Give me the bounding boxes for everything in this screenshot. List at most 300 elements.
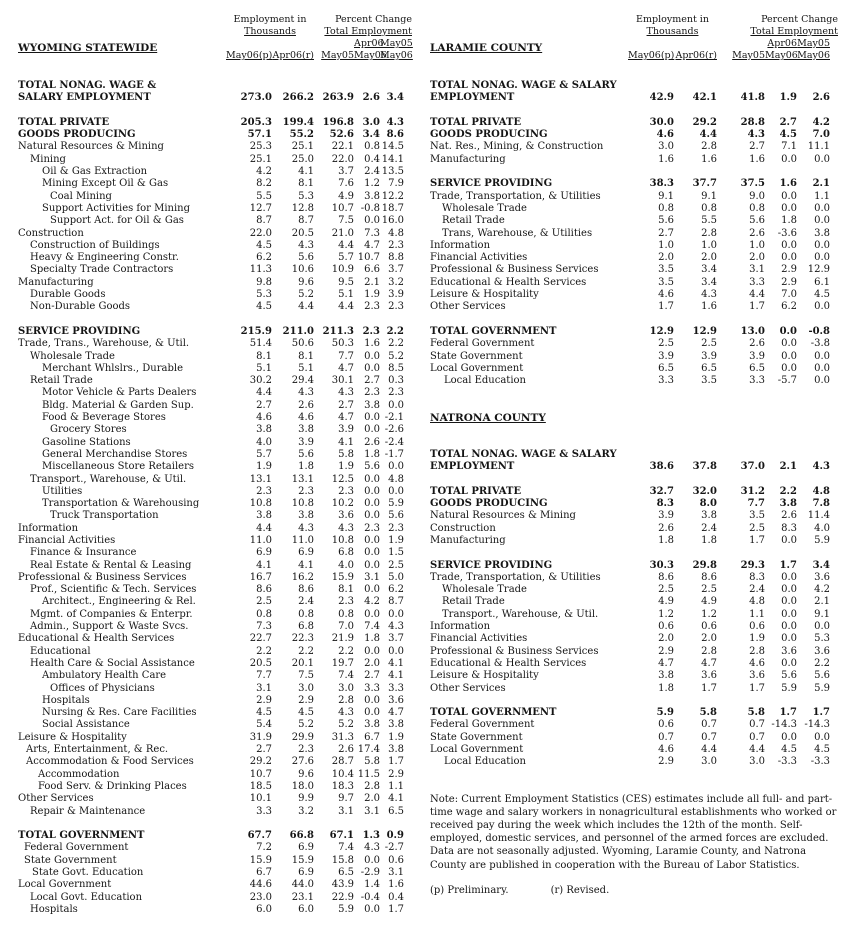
value-cell: 0.0 — [364, 694, 380, 706]
employment-in-label: Employment in — [636, 14, 709, 25]
row-label: Trade, Trans., Warehouse, & Util. — [18, 338, 190, 350]
footnotes — [430, 885, 830, 896]
value-cell: 38.3 — [649, 178, 674, 190]
value-cell: 3.9 — [658, 510, 674, 522]
table-row — [18, 719, 404, 731]
value-cell: 2.6 — [362, 92, 380, 104]
value-cell: 3.8 — [256, 424, 272, 436]
value-cell: 8.1 — [298, 178, 314, 190]
value-cell: 3.4 — [812, 559, 830, 571]
value-cell: 3.6 — [781, 645, 797, 657]
value-cell: -1.7 — [384, 448, 404, 460]
value-cell: 2.7 — [364, 375, 380, 387]
value-cell: 18.7 — [381, 202, 404, 214]
value-cell: 42.1 — [692, 92, 717, 104]
value-cell: 4.8 — [749, 596, 765, 608]
value-cell: 0.0 — [388, 461, 404, 473]
value-cell: 37.0 — [740, 461, 765, 473]
value-cell: 3.8 — [364, 190, 380, 202]
value-cell: 7.2 — [256, 842, 272, 854]
value-cell: 37.8 — [692, 461, 717, 473]
value-cell: 67.1 — [329, 830, 354, 842]
value-cell: 2.9 — [298, 694, 314, 706]
table-row — [430, 707, 830, 719]
value-cell: 0.7 — [701, 719, 717, 731]
value-cell: 0.7 — [658, 731, 674, 743]
value-cell: 0.0 — [364, 584, 380, 596]
value-cell: 1.1 — [814, 190, 830, 202]
table-row — [18, 424, 404, 436]
table-row — [18, 806, 404, 818]
row-label: Hospitals — [42, 694, 90, 706]
value-cell: 1.6 — [701, 153, 717, 165]
value-cell: 2.9 — [658, 645, 674, 657]
value-cell: 31.2 — [740, 485, 765, 497]
row-label: TOTAL PRIVATE — [18, 116, 110, 128]
value-cell: 0.0 — [781, 584, 797, 596]
value-cell: 1.8 — [658, 534, 674, 546]
table-row — [430, 609, 830, 621]
value-cell: -0.8 — [360, 202, 380, 214]
value-cell: 0.6 — [658, 719, 674, 731]
value-cell: 3.4 — [701, 264, 717, 276]
value-cell: 4.7 — [338, 412, 354, 424]
value-cell: 5.4 — [256, 719, 272, 731]
value-cell: 20.1 — [291, 657, 314, 669]
table-row — [430, 92, 830, 104]
value-cell: 0.8 — [298, 608, 314, 620]
value-cell: 2.5 — [701, 338, 717, 350]
value-cell: 5.6 — [658, 215, 674, 227]
value-cell: 1.6 — [701, 301, 717, 313]
row-label: Miscellaneous Store Retailers — [42, 461, 194, 473]
value-cell: 50.3 — [331, 338, 354, 350]
value-cell: 2.0 — [701, 633, 717, 645]
value-cell: 211.0 — [282, 325, 314, 337]
value-cell: 4.1 — [388, 670, 404, 682]
table-row — [18, 904, 404, 916]
row-label: Mining — [30, 153, 66, 165]
spacer-row — [18, 314, 404, 326]
value-cell: 15.8 — [331, 854, 354, 866]
value-cell: 2.5 — [256, 596, 272, 608]
value-cell: 3.8 — [364, 399, 380, 411]
value-cell: 13.1 — [249, 473, 272, 485]
value-cell: 2.6 — [749, 338, 765, 350]
row-label: EMPLOYMENT — [430, 92, 515, 104]
value-cell: 3.1 — [338, 805, 354, 817]
value-cell: 1.9 — [388, 534, 404, 546]
value-cell: 2.8 — [701, 141, 717, 153]
value-cell: 2.0 — [658, 252, 674, 264]
value-cell: 0.0 — [814, 350, 830, 362]
value-cell: 19.7 — [331, 657, 354, 669]
table-row — [18, 695, 404, 707]
value-cell: 0.0 — [814, 215, 830, 227]
value-cell: -3.8 — [810, 338, 830, 350]
section-title: NATRONA COUNTY — [430, 412, 546, 425]
value-cell: 21.0 — [331, 227, 354, 239]
row-label: Financial Activities — [430, 633, 528, 645]
row-label: State Government — [430, 350, 523, 362]
row-label: Truck Transportation — [50, 510, 159, 522]
row-label: GOODS PRODUCING — [430, 129, 548, 141]
column-header: May06 — [354, 50, 387, 61]
value-cell: 2.7 — [256, 744, 272, 756]
value-cell: 266.2 — [282, 92, 314, 104]
footnote-revised: (r) Revised. — [550, 884, 610, 896]
value-cell: 0.0 — [781, 657, 797, 669]
table-row — [18, 756, 404, 768]
ratio-apr06-label: Apr06 — [767, 38, 797, 49]
value-cell: 4.6 — [656, 129, 674, 141]
value-cell: 6.9 — [256, 547, 272, 559]
row-label: Specialty Trade Contractors — [30, 264, 174, 276]
row-label: Arts, Entertainment, & Rec. — [26, 744, 169, 756]
row-label: Transportation & Warehousing — [42, 498, 200, 510]
value-cell: 4.6 — [298, 412, 314, 424]
table-row — [430, 289, 830, 301]
table-row — [18, 203, 404, 215]
total-employment-label: Total Employment — [750, 26, 838, 37]
value-cell: 2.6 — [298, 399, 314, 411]
header-line-1 — [18, 14, 412, 26]
value-cell: 4.3 — [338, 707, 354, 719]
value-cell: 0.0 — [781, 633, 797, 645]
value-cell: 1.7 — [779, 559, 797, 571]
value-cell: 2.3 — [338, 485, 354, 497]
value-cell: 3.6 — [701, 670, 717, 682]
value-cell: 22.0 — [331, 153, 354, 165]
value-cell: 2.5 — [701, 584, 717, 596]
value-cell: 6.8 — [338, 547, 354, 559]
table-row — [18, 879, 404, 891]
header-line-2 — [430, 26, 838, 38]
value-cell: 4.1 — [338, 436, 354, 448]
value-cell: 5.8 — [364, 756, 380, 768]
value-cell: 25.0 — [291, 153, 314, 165]
row-label: Professional & Business Services — [18, 571, 187, 583]
value-cell: 1.9 — [388, 731, 404, 743]
panel-title: WYOMING STATEWIDE — [18, 42, 158, 54]
value-cell: 2.8 — [338, 694, 354, 706]
value-cell: 2.0 — [364, 793, 380, 805]
value-cell: 50.6 — [291, 338, 314, 350]
value-cell: 2.3 — [256, 485, 272, 497]
value-cell: 0.7 — [749, 731, 765, 743]
table-row — [430, 670, 830, 682]
value-cell: 2.3 — [364, 522, 380, 534]
table-row — [430, 510, 830, 522]
value-cell: 9.8 — [256, 276, 272, 288]
value-cell: 215.9 — [240, 325, 272, 337]
value-cell: 3.4 — [701, 276, 717, 288]
row-label: Construction — [18, 227, 84, 239]
header-line-2 — [18, 26, 412, 38]
value-cell: 3.0 — [658, 141, 674, 153]
value-cell: 28.8 — [740, 116, 765, 128]
value-cell: 6.2 — [388, 584, 404, 596]
value-cell: 1.5 — [388, 547, 404, 559]
row-label: Oil & Gas Extraction — [42, 166, 148, 178]
value-cell: 5.1 — [256, 362, 272, 374]
row-label: Non-Durable Goods — [30, 301, 131, 313]
row-label: Federal Government — [24, 842, 129, 854]
table-row — [430, 744, 830, 756]
value-cell: 4.0 — [256, 436, 272, 448]
row-label: Retail Trade — [442, 215, 505, 227]
value-cell: 263.9 — [322, 92, 354, 104]
value-cell: 0.0 — [364, 707, 380, 719]
table-row — [430, 80, 830, 92]
value-cell: 2.0 — [701, 252, 717, 264]
value-cell: 8.1 — [338, 584, 354, 596]
value-cell: 3.3 — [749, 375, 765, 387]
value-cell: 18.5 — [249, 780, 272, 792]
table-row — [430, 375, 830, 387]
value-cell: 8.7 — [298, 215, 314, 227]
table-row — [18, 596, 404, 608]
row-label: Accommodation & Food Services — [26, 756, 194, 768]
value-cell: 5.9 — [781, 682, 797, 694]
value-cell: 5.9 — [338, 903, 354, 915]
table-row — [430, 178, 830, 190]
table-row — [430, 351, 830, 363]
value-cell: 10.7 — [249, 768, 272, 780]
value-cell: 7.4 — [338, 670, 354, 682]
value-cell: 0.0 — [781, 350, 797, 362]
value-cell: 32.7 — [649, 485, 674, 497]
value-cell: -14.3 — [804, 719, 830, 731]
value-cell: 1.7 — [812, 707, 830, 719]
row-label: Wholesale Trade — [442, 202, 527, 214]
value-cell: 6.1 — [814, 276, 830, 288]
row-label: Hospitals — [30, 903, 78, 915]
value-cell: 5.3 — [814, 633, 830, 645]
value-cell: 11.0 — [291, 534, 314, 546]
value-cell: 8.6 — [701, 571, 717, 583]
table-row — [18, 387, 404, 399]
table-row — [18, 351, 404, 363]
value-cell: 10.6 — [291, 264, 314, 276]
table-row — [18, 129, 404, 141]
value-cell: 4.5 — [256, 301, 272, 313]
value-cell: 3.1 — [256, 682, 272, 694]
row-label: Federal Government — [430, 338, 535, 350]
value-cell: 6.9 — [298, 867, 314, 878]
value-cell: 7.9 — [388, 178, 404, 190]
value-cell: 0.0 — [781, 596, 797, 608]
value-cell: 3.5 — [749, 510, 765, 522]
spacer-row — [430, 474, 830, 486]
value-cell: 2.3 — [298, 485, 314, 497]
value-cell: 2.2 — [338, 645, 354, 657]
value-cell: 1.0 — [749, 239, 765, 251]
value-cell: 5.6 — [364, 461, 380, 473]
row-label: TOTAL NONAG. WAGE & SALARY — [430, 448, 617, 460]
column-header-block — [430, 14, 838, 80]
row-label: Nat. Res., Mining, & Construction — [430, 141, 604, 153]
value-cell: 5.6 — [749, 215, 765, 227]
value-cell: 2.3 — [362, 325, 380, 337]
value-cell: 0.0 — [814, 301, 830, 313]
value-cell: 2.7 — [256, 399, 272, 411]
value-cell: 3.3 — [256, 805, 272, 817]
value-cell: -3.3 — [777, 756, 797, 768]
value-cell: 1.4 — [364, 879, 380, 891]
value-cell: 5.6 — [814, 670, 830, 682]
row-label: Leisure & Hospitality — [18, 731, 127, 743]
value-cell: 1.6 — [388, 879, 404, 891]
value-cell: 8.2 — [256, 178, 272, 190]
table-row — [430, 572, 830, 584]
value-cell: 1.9 — [779, 92, 797, 104]
value-cell: 4.5 — [298, 707, 314, 719]
table-row — [430, 584, 830, 596]
value-cell: 10.4 — [331, 768, 354, 780]
spacer-row — [430, 400, 830, 412]
table-row — [430, 658, 830, 670]
table-row — [18, 449, 404, 461]
value-cell: 6.8 — [298, 621, 314, 633]
value-cell: 0.0 — [814, 362, 830, 374]
row-label: Financial Activities — [430, 252, 528, 264]
value-cell: 16.0 — [381, 215, 404, 227]
table-row — [430, 154, 830, 166]
value-cell: 3.9 — [388, 289, 404, 301]
employment-in-label: Employment in — [233, 14, 307, 25]
table-row — [18, 264, 404, 276]
table-row — [18, 744, 404, 756]
value-cell: 5.8 — [747, 707, 765, 719]
value-cell: 3.8 — [298, 510, 314, 522]
column-header: Apr06(r) — [272, 50, 314, 61]
value-cell: 3.0 — [749, 756, 765, 768]
table-row — [18, 535, 404, 547]
value-cell: 11.1 — [807, 141, 830, 153]
table-row — [18, 855, 404, 867]
value-cell: 4.9 — [658, 596, 674, 608]
value-cell: 4.7 — [338, 362, 354, 374]
value-cell: 7.8 — [812, 498, 830, 510]
panel-title: LARAMIE COUNTY — [430, 42, 543, 54]
value-cell: -0.8 — [808, 325, 830, 337]
value-cell: 44.0 — [291, 879, 314, 891]
value-cell: 15.9 — [331, 571, 354, 583]
value-cell: 22.1 — [331, 141, 354, 153]
row-label: Architect., Engineering & Rel. — [42, 596, 196, 608]
table-row — [430, 326, 830, 338]
value-cell: 2.3 — [388, 301, 404, 313]
value-cell: 66.8 — [289, 830, 314, 842]
row-label: Support Act. for Oil & Gas — [50, 215, 184, 227]
value-cell: 7.1 — [781, 141, 797, 153]
value-cell: 0.6 — [701, 621, 717, 633]
value-cell: 0.8 — [658, 202, 674, 214]
value-cell: 1.0 — [701, 239, 717, 251]
value-cell: 273.0 — [240, 92, 272, 104]
table-row — [18, 707, 404, 719]
value-cell: 3.1 — [749, 264, 765, 276]
value-cell: 0.4 — [364, 153, 380, 165]
table-row — [430, 338, 830, 350]
value-cell: 67.7 — [247, 830, 272, 842]
value-cell: 3.5 — [658, 276, 674, 288]
row-label: Trade, Transportation, & Utilities — [430, 190, 601, 202]
value-cell: 3.1 — [364, 805, 380, 817]
table-row — [18, 584, 404, 596]
value-cell: 7.5 — [298, 670, 314, 682]
table-row — [430, 560, 830, 572]
value-cell: 6.2 — [781, 301, 797, 313]
value-cell: 4.1 — [298, 166, 314, 178]
value-cell: 41.8 — [740, 92, 765, 104]
value-cell: 20.5 — [291, 227, 314, 239]
value-cell: 3.6 — [388, 694, 404, 706]
row-label: State Government — [430, 731, 523, 743]
value-cell: 2.7 — [658, 227, 674, 239]
value-cell: 9.1 — [701, 190, 717, 202]
value-cell: 4.5 — [779, 129, 797, 141]
value-cell: 31.3 — [331, 731, 354, 743]
value-cell: 29.9 — [291, 731, 314, 743]
value-cell: 6.7 — [364, 731, 380, 743]
value-cell: 4.7 — [701, 657, 717, 669]
value-cell: 13.1 — [291, 473, 314, 485]
value-cell: 9.6 — [298, 276, 314, 288]
column-header-block — [18, 14, 413, 80]
value-cell: 2.3 — [388, 387, 404, 399]
value-cell: 4.0 — [338, 559, 354, 571]
value-cell: 2.8 — [701, 227, 717, 239]
row-label: Nursing & Res. Care Facilities — [42, 707, 197, 719]
value-cell: 44.6 — [249, 879, 272, 891]
row-label: TOTAL NONAG. WAGE & SALARY — [430, 80, 617, 91]
value-cell: 21.9 — [331, 633, 354, 645]
row-label: Other Services — [18, 793, 94, 805]
table-row — [18, 621, 404, 633]
row-label: Mgmt. of Companies & Enterpr. — [30, 608, 193, 620]
value-cell: 11.0 — [249, 534, 272, 546]
value-cell: 0.4 — [388, 891, 404, 903]
row-label: TOTAL GOVERNMENT — [430, 707, 557, 719]
value-cell: 4.2 — [256, 166, 272, 178]
table-row — [18, 277, 404, 289]
header-line-1 — [430, 14, 838, 26]
row-label: Ambulatory Health Care — [42, 670, 167, 682]
value-cell: 2.0 — [658, 633, 674, 645]
value-cell: 2.2 — [386, 325, 404, 337]
value-cell: 2.0 — [749, 252, 765, 264]
value-cell: 4.0 — [814, 522, 830, 534]
spacer-row — [430, 547, 830, 559]
value-cell: 4.1 — [256, 559, 272, 571]
value-cell: 25.1 — [249, 153, 272, 165]
value-cell: 31.9 — [249, 731, 272, 743]
table-row — [18, 166, 404, 178]
row-label: Leisure & Hospitality — [430, 289, 539, 301]
value-cell: 6.0 — [256, 903, 272, 915]
ratio-apr06-label: Apr06 — [354, 38, 384, 49]
table-row — [430, 535, 830, 547]
value-cell: 8.6 — [256, 584, 272, 596]
value-cell: 2.6 — [749, 227, 765, 239]
table-row — [430, 461, 830, 473]
table-row — [18, 510, 404, 522]
table-row — [18, 437, 404, 449]
value-cell: 18.3 — [331, 780, 354, 792]
value-cell: 1.6 — [779, 178, 797, 190]
